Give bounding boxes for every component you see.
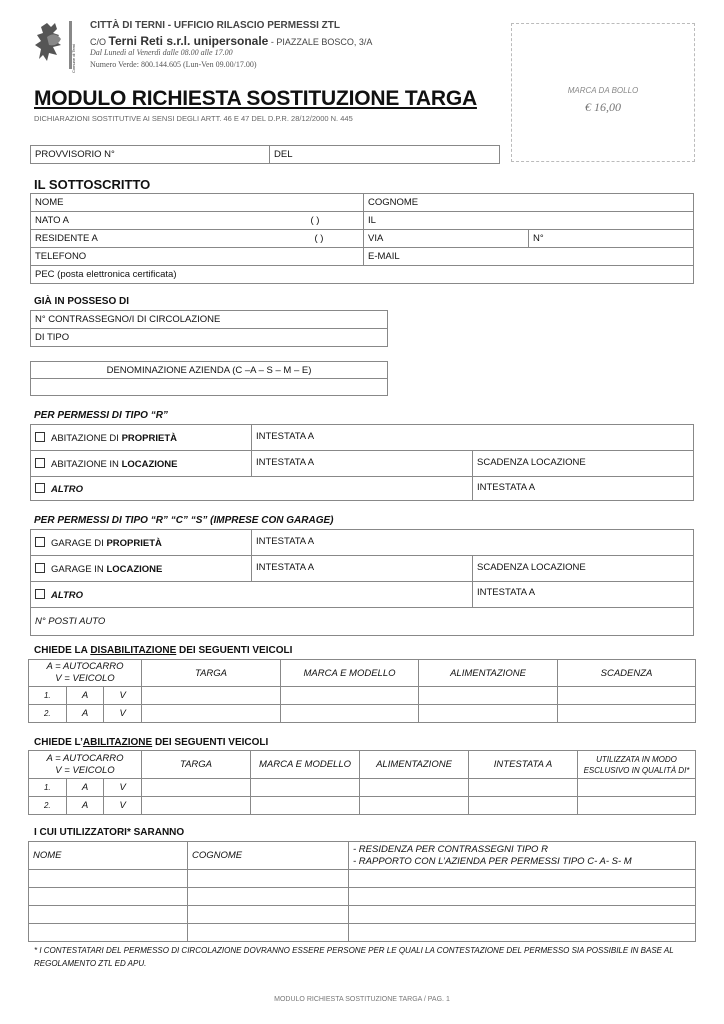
cognome-field[interactable]: COGNOME [364,194,694,212]
cognome-cell[interactable] [188,888,349,906]
tipo-rcs-table [30,529,694,636]
autocarro-option[interactable]: A [66,687,104,705]
checkbox[interactable] [35,589,45,599]
data-nascita-field[interactable]: IL [364,212,694,230]
col-targa: TARGA [142,751,251,779]
disabilitazione-table [28,659,696,723]
disabilitazione-heading: CHIEDE LA DISABILITAZIONE DEI SEGUENTI VEICOLI [34,645,293,656]
garage-intestata-altro-field[interactable]: INTESTATA A [473,582,694,608]
targa-cell[interactable] [142,779,251,797]
scadenza-locazione-field[interactable]: SCADENZA LOCAZIONE [473,451,694,477]
nome-field[interactable]: NOME [31,194,364,212]
alimentazione-cell[interactable] [360,779,469,797]
cognome-cell[interactable] [188,906,349,924]
col-alimentazione: ALIMENTAZIONE [419,660,558,687]
targa-cell[interactable] [142,687,281,705]
marca-cell[interactable] [251,797,360,815]
table-row [29,870,696,888]
azienda-label: DENOMINAZIONE AZIENDA (C –A – S – M – E) [31,362,388,379]
table-row: 2. A V [29,797,696,815]
alimentazione-cell[interactable] [419,687,558,705]
checkbox[interactable] [35,483,45,493]
azienda-field[interactable] [31,379,388,396]
vehicle-type-legend: A = AUTOCARRO V = VEICOLO [29,751,142,779]
nato-a-field[interactable]: NATO A ( ) [31,212,364,230]
autocarro-option[interactable]: A [66,797,104,815]
office-name: CITTÀ DI TERNI - UFFICIO RILASCIO PERMESSI ZTL [90,20,340,31]
posti-auto-field[interactable]: N° POSTI AUTO [31,608,694,636]
possesso-table [30,310,388,347]
residenza-cell[interactable] [349,906,696,924]
intestata-cell[interactable] [469,779,578,797]
footnote: * I CONTESTATARI DEL PERMESSO DI CIRCOLAZIONE DOVRANNO ESSERE PERSONE PER LE QUALI LA CONTESTAZIONE DEL PERMESSO SIA POSSIBILE IN BASE AL REGOLAMENTO ZTL ED APU. [34,946,674,968]
table-row: 2. A V [29,705,696,723]
checkbox[interactable] [35,563,45,573]
page-footer: MODULO RICHIESTA SOSTITUZIONE TARGA / PAG. 1 [274,996,450,1003]
stamp-amount: € 16,00 [585,100,621,114]
intestata-proprieta-field[interactable]: INTESTATA A [252,425,694,451]
utilizzata-cell[interactable] [578,797,696,815]
table-row [29,924,696,942]
tipo-rcs-heading: PER PERMESSI DI TIPO “R” “C” “S” (IMPRESE CON GARAGE) [34,515,334,526]
garage-proprieta-option[interactable]: GARAGE DI PROPRIETÀ [31,530,252,556]
tipo-r-table [30,424,694,501]
nome-cell[interactable] [29,870,188,888]
page-title: MODULO RICHIESTA SOSTITUZIONE TARGA [34,87,477,110]
intestata-locazione-field[interactable]: INTESTATA A [252,451,473,477]
table-row [29,906,696,924]
intestata-cell[interactable] [469,797,578,815]
utilizzata-cell[interactable] [578,779,696,797]
altro-option[interactable]: ALTRO [31,477,473,501]
garage-altro-option[interactable]: ALTRO [31,582,473,608]
tipo-r-heading: PER PERMESSI DI TIPO “R” [34,410,168,421]
contrassegni-field[interactable]: N° CONTRASSEGNO/I DI CIRCOLAZIONE [31,311,388,329]
garage-intestata-locazione-field[interactable]: INTESTATA A [252,556,473,582]
garage-scadenza-locazione-field[interactable]: SCADENZA LOCAZIONE [473,556,694,582]
email-field[interactable]: E-MAIL [364,248,694,266]
col-targa: TARGA [142,660,281,687]
company-name: Terni Reti s.r.l. unipersonale [108,34,269,48]
nome-cell[interactable] [29,888,188,906]
scadenza-cell[interactable] [558,687,696,705]
alimentazione-cell[interactable] [360,797,469,815]
logo-text: Comune di Terni [71,43,76,73]
provvisorio-table [30,145,500,164]
checkbox[interactable] [35,432,45,442]
company-line: C/O Terni Reti s.r.l. unipersonale - PIAZZALE BOSCO, 3/A [90,34,373,48]
veicolo-option[interactable]: V [104,705,142,723]
provvisorio-number-field[interactable]: PROVVISORIO N° [31,146,270,164]
nome-cell[interactable] [29,906,188,924]
pec-field[interactable]: PEC (posta elettronica certificata) [31,266,694,284]
targa-cell[interactable] [142,705,281,723]
abilitazione-table [28,750,696,815]
sottoscritto-table [30,193,694,284]
col-scadenza: SCADENZA [558,660,696,687]
cognome-cell[interactable] [188,924,349,942]
veicolo-option[interactable]: V [104,797,142,815]
col-nome: NOME [29,842,188,870]
garage-locazione-option[interactable]: GARAGE IN LOCAZIONE [31,556,252,582]
vehicle-type-legend: A = AUTOCARRO V = VEICOLO [29,660,142,687]
stamp-label: MARCA DA BOLLO [567,86,639,95]
comune-logo [33,17,81,73]
via-field[interactable]: VIA [364,230,529,248]
telefono-field[interactable]: TELEFONO [31,248,364,266]
col-alimentazione: ALIMENTAZIONE [360,751,469,779]
checkbox[interactable] [35,537,45,547]
garage-intestata-proprieta-field[interactable]: INTESTATA A [252,530,694,556]
col-residenza-rapporto: - RESIDENZA PER CONTRASSEGNI TIPO R - RAPPORTO CON L’AZIENDA PER PERMESSI TIPO C- A- S- M [349,842,696,870]
col-intestata: INTESTATA A [469,751,578,779]
abitazione-locazione-option[interactable]: ABITAZIONE IN LOCAZIONE [31,451,252,477]
nome-cell[interactable] [29,924,188,942]
residente-a-field[interactable]: RESIDENTE A ( ) [31,230,364,248]
opening-hours: Dal Lunedì al Venerdì dalle 08.00 alle 17.00 [90,48,233,57]
residenza-cell[interactable] [349,924,696,942]
col-cognome: COGNOME [188,842,349,870]
toll-free-number: Numero Verde: 800.144.605 (Lun-Ven 09.00/17.00) [90,60,257,69]
table-row: 1. A V [29,687,696,705]
tipo-field[interactable]: DI TIPO [31,329,388,347]
checkbox[interactable] [35,458,45,468]
residenza-cell[interactable] [349,870,696,888]
utilizzatori-heading: I CUI UTILIZZATORI* SARANNO [34,827,185,838]
residenza-cell[interactable] [349,888,696,906]
autocarro-option[interactable]: A [66,705,104,723]
provvisorio-date-field[interactable]: DEL [270,146,500,164]
col-marca-modello: MARCA E MODELLO [281,660,419,687]
intestata-altro-field[interactable]: INTESTATA A [473,477,694,501]
utilizzatori-table [28,841,696,942]
autocarro-option[interactable]: A [66,779,104,797]
targa-cell[interactable] [142,797,251,815]
abitazione-proprieta-option[interactable]: ABITAZIONE DI PROPRIETÀ [31,425,252,451]
marca-cell[interactable] [251,779,360,797]
veicolo-option[interactable]: V [104,687,142,705]
table-row: 1. A V [29,779,696,797]
cognome-cell[interactable] [188,870,349,888]
col-marca-modello: MARCA E MODELLO [251,751,360,779]
abilitazione-heading: CHIEDE L’ABILITAZIONE DEI SEGUENTI VEICOLI [34,737,269,748]
marca-cell[interactable] [281,705,419,723]
civico-field[interactable]: N° [529,230,694,248]
alimentazione-cell[interactable] [419,705,558,723]
revenue-stamp-box [511,23,695,162]
scadenza-cell[interactable] [558,705,696,723]
possesso-heading: GIÀ IN POSSESO DI [34,296,130,307]
page-subtitle: DICHIARAZIONI SOSTITUTIVE AI SENSI DEGLI ARTT. 46 E 47 DEL D.P.R. 28/12/2000 N. 445 [34,114,353,123]
col-utilizzata: UTILIZZATA IN MODO ESCLUSIVO IN QUALITÀ DI* [578,751,696,779]
marca-cell[interactable] [281,687,419,705]
table-row [29,888,696,906]
azienda-table [30,361,388,396]
veicolo-option[interactable]: V [104,779,142,797]
sottoscritto-heading: IL SOTTOSCRITTO [34,177,151,192]
